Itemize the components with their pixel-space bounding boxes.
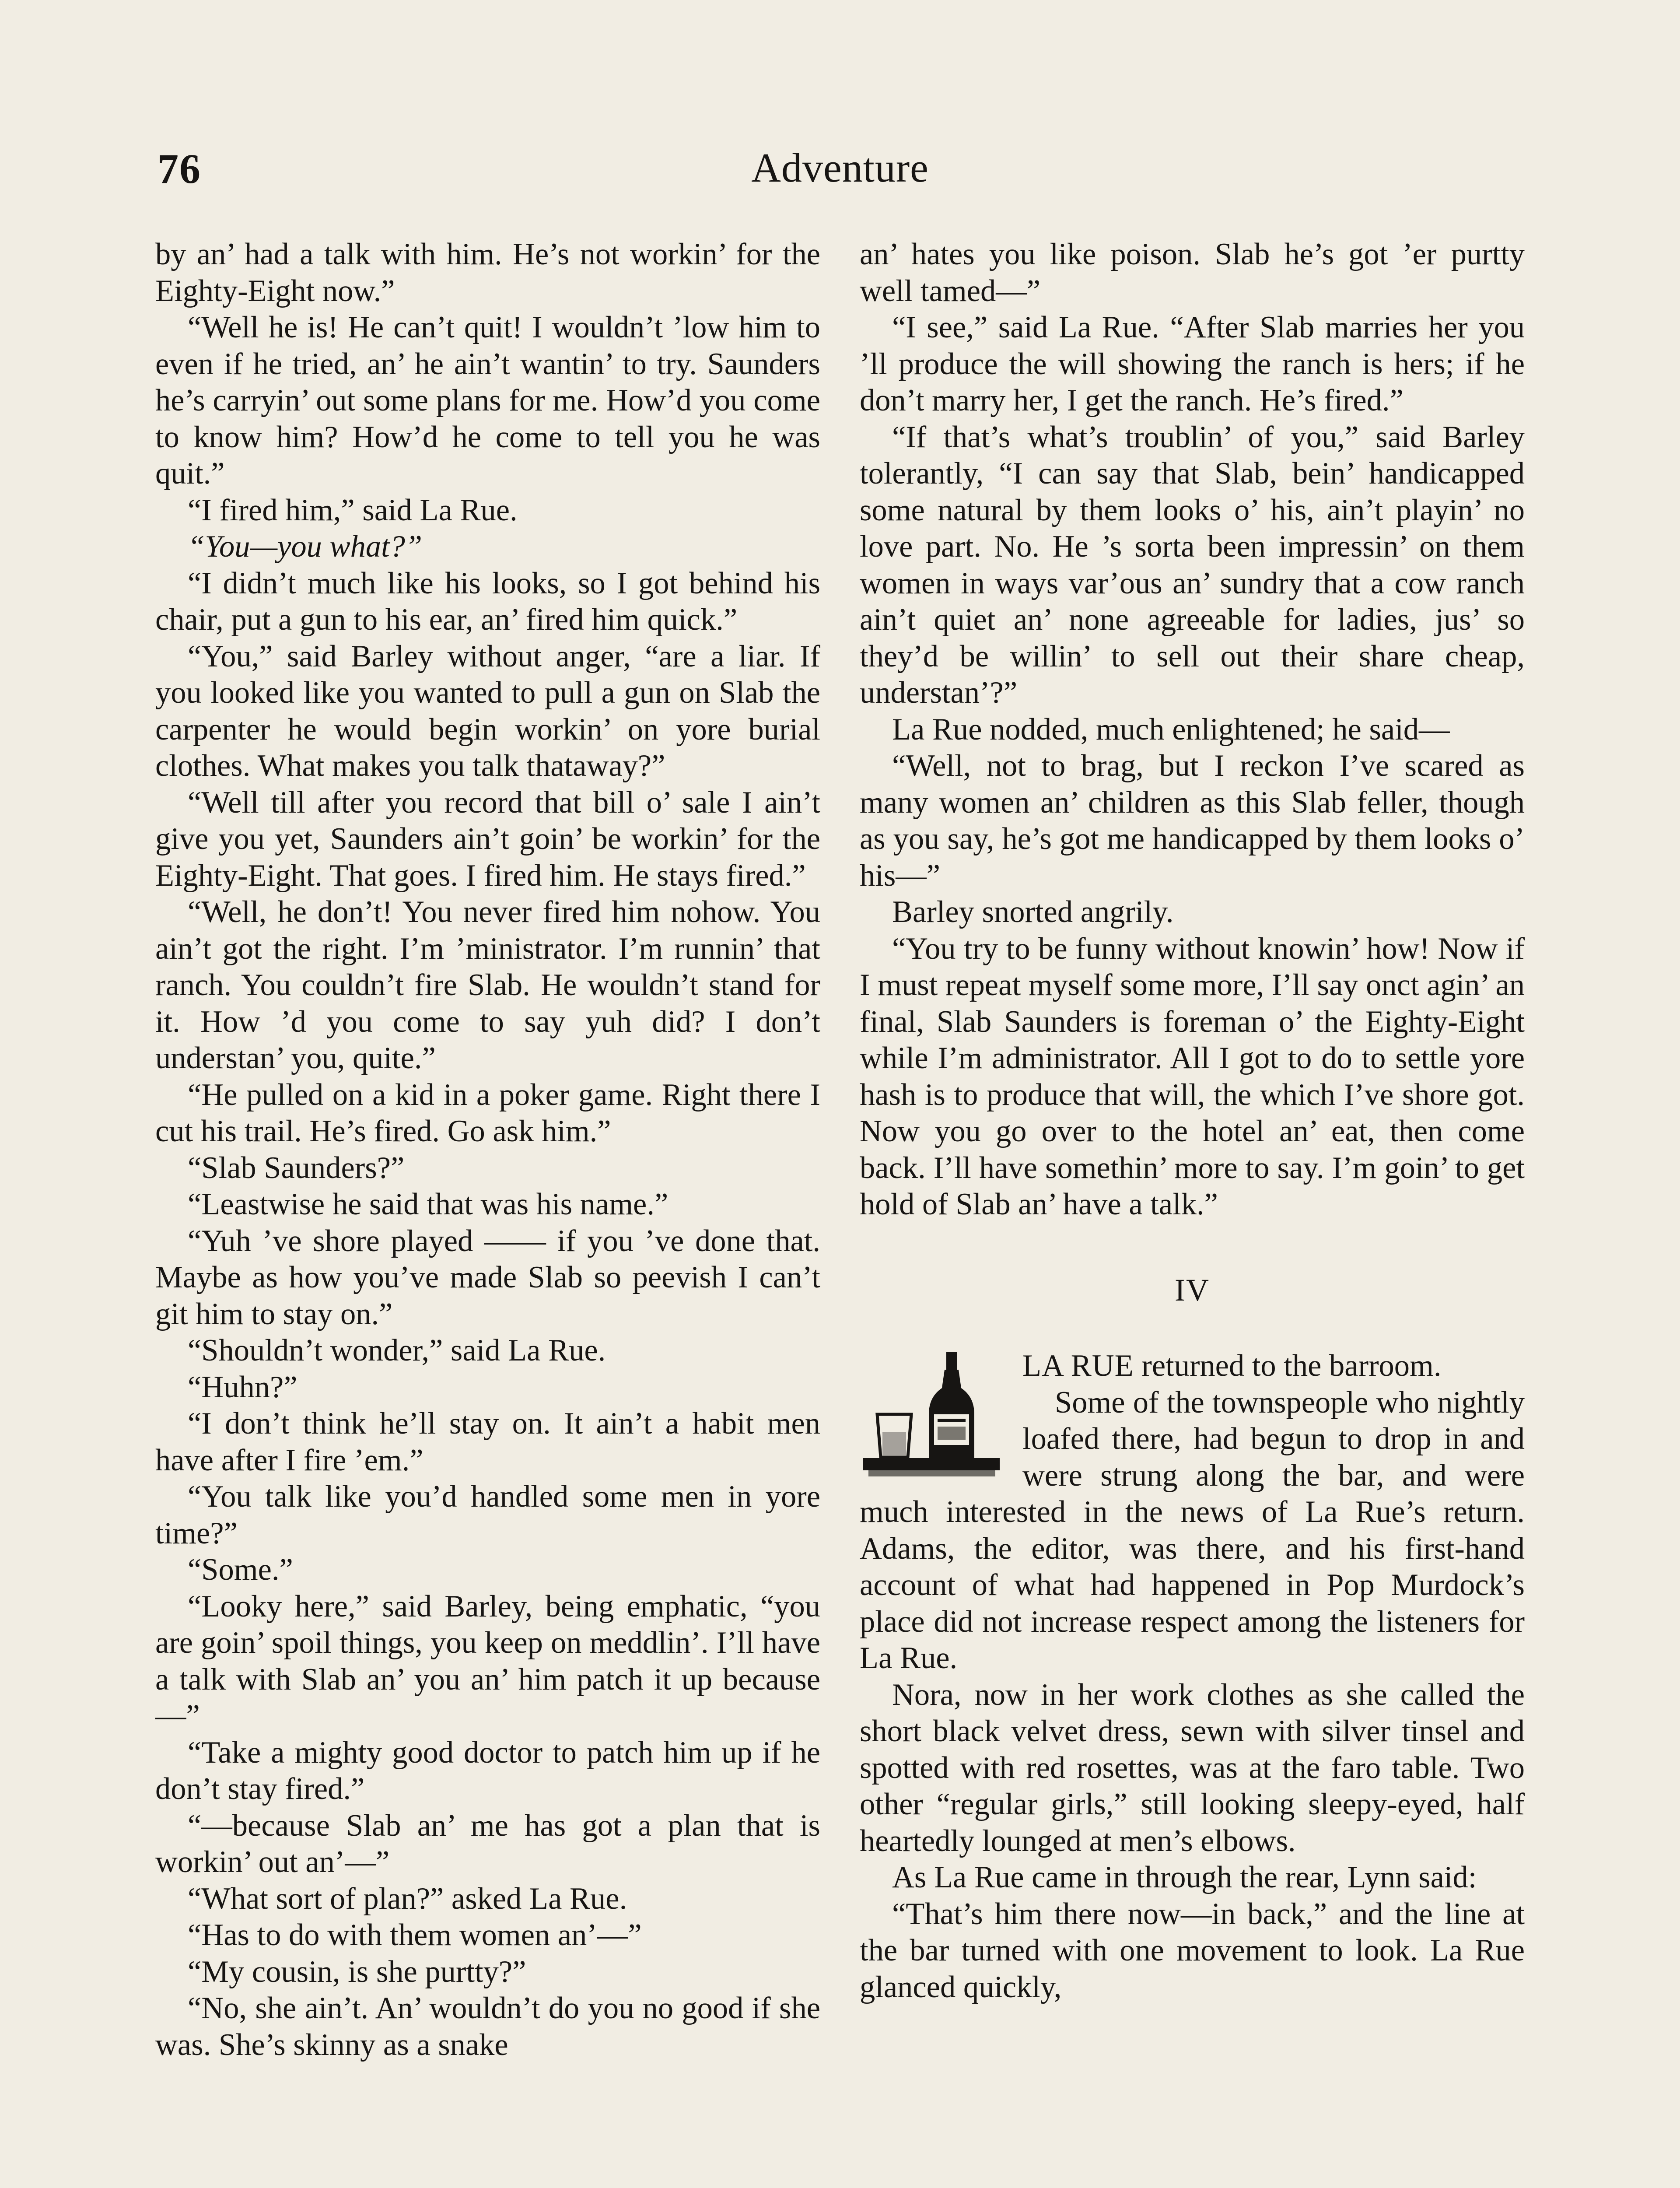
paragraph: “Take a mighty good doctor to patch him up if he don’t stay fired.” <box>155 1735 820 1806</box>
paragraph: “You,” said Barley without anger, “are a liar. If you looked like you wanted to pull a gun on Slab the carpenter he would begin workin’ on yore burial clothes. What makes you talk thataway?” <box>155 639 820 783</box>
paragraph: “Looky here,” said Barley, being emphatic, “you are goin’ spoil things, you keep on meddlin’. I’ll have a talk with Slab an’ you an’ him patch it up because—” <box>155 1589 820 1733</box>
paragraph: As La Rue came in through the rear, Lynn said: <box>892 1860 1477 1894</box>
paragraph: an’ hates you like poison. Slab he’s got ’er purtty well tamed—” <box>860 237 1525 308</box>
left-column <box>155 236 820 2063</box>
paragraph: “You talk like you’d handled some men in yore time?” <box>155 1480 820 1550</box>
paragraph: “That’s him there now—in back,” and the line at the bar turned with one movement to look. La Rue glanced quickly, <box>860 1897 1525 2004</box>
paragraph: “I didn’t much like his looks, so I got behind his chair, put a gun to his ear, an’ fired him quick.” <box>155 566 820 637</box>
section-heading: IV <box>1175 1272 1210 1308</box>
paragraph: “Has to do with them women an’—” <box>188 1918 642 1952</box>
paragraph: by an’ had a talk with him. He’s not workin’ for the Eighty-Eight now.” <box>155 237 820 308</box>
paragraph: “I see,” said La Rue. “After Slab marries her you ’ll produce the will showing the ranch is hers; if he don’t marry her, I get the ranch. He’s fired.” <box>860 310 1525 417</box>
paragraph: “Huhn?” <box>188 1370 298 1404</box>
paragraph: “Some.” <box>188 1553 293 1587</box>
paragraph: “—because Slab an’ me has got a plan that is workin’ out an’—” <box>155 1808 820 1879</box>
drop-cap-rest: returned to the barroom. <box>1134 1349 1442 1383</box>
paragraph: “Leastwise he said that was his name.” <box>188 1187 668 1221</box>
paragraph: “Well he is! He can’t quit! I wouldn’t ’low him to even if he tried, an’ he ain’t wantin’ to try. Saunders he’s carryin’ out some plans for me. How’d you come to know him? How’d he come to tell you he was quit.” <box>155 310 820 491</box>
paragraph: “If that’s what’s troublin’ of you,” said Barley tolerantly, “I can say that Slab, bein’ handicapped some natural by them looks o’ his, ain’t playin’ no love part. No. He ’s sorta been impressin’ on them women in ways var’ous an’ sundry that a cow ranch ain’t quiet an’ none agreeable for ladies, jus’ so they’d be willin’ to sell out their share cheap, understan’?” <box>860 420 1525 710</box>
paragraph: “You try to be funny without knowin’ how! Now if I must repeat myself some more, I’ll say onct agin’ an final, Slab Saunders is foreman o’ the Eighty-Eight while I’m administrator. All I got to do to settle yore hash is to produce that will, the which I’ve shore got. Now you go over to the hotel an’ eat, then come back. I’ll have somethin’ more to say. I’m goin’ to get hold of Slab an’ have a talk.” <box>860 931 1525 1221</box>
page-number: 76 <box>158 145 201 192</box>
paragraph: “My cousin, is she purtty?” <box>188 1954 526 1989</box>
right-column <box>860 236 1525 2006</box>
paragraph: Nora, now in her work clothes as she called the short black velvet dress, sewn with silver tinsel and spotted with red rosettes, was at the faro table. Two other “regular girls,” still looking sleepy-eyed, half heartedly lounged at men’s elbows. <box>860 1677 1525 1858</box>
paragraph: La Rue nodded, much enlightened; he said— <box>892 712 1450 747</box>
paragraph: “Shouldn’t wonder,” said La Rue. <box>188 1333 606 1368</box>
bottle-and-glass-illustration <box>860 1349 1004 1482</box>
paragraph: “Yuh ’ve shore played —— if you ’ve done that. Maybe as how you’ve made Slab so peevish I can’t git him to stay on.” <box>155 1224 820 1331</box>
paragraph: “Well, he don’t! You never fired him nohow. You ain’t got the right. I’m ’ministrator. I’m runnin’ that ranch. You couldn’t fire Slab. He wouldn’t stand for it. How ’d you come to say yuh did? I don’t understan’ you, quite.” <box>155 895 820 1075</box>
paragraph: “Well, not to brag, but I reckon I’ve scared as many women an’ children as this Slab feller, though as you say, he’s got me handicapped by them looks o’ his—” <box>860 749 1525 893</box>
paragraph: “I don’t think he’ll stay on. It ain’t a habit men have after I fire ’em.” <box>155 1406 820 1477</box>
paragraph: “What sort of plan?” asked La Rue. <box>188 1881 627 1916</box>
paragraph: “Well till after you record that bill o’ sale I ain’t give you yet, Saunders ain’t goin’ be workin’ for the Eighty-Eight. That goes. I fired him. He stays fired.” <box>155 785 820 893</box>
drop-cap-lead: LA RUE <box>1022 1349 1134 1383</box>
paragraph: Some of the townspeople who nightly loafed there, had begun to drop in and were strung along the bar, and were much interested in the news of La Rue’s return. Adams, the editor, was there, and his first-hand account of what had happened in Pop Murdock’s place did not increase respect among the listeners for La Rue. <box>860 1385 1525 1675</box>
paragraph: “No, she ain’t. An’ wouldn’t do you no good if she was. She’s skinny as a snake <box>155 1991 820 2062</box>
paragraph: “Slab Saunders?” <box>188 1150 405 1185</box>
running-title: Adventure <box>751 145 929 191</box>
paragraph: “He pulled on a kid in a poker game. Right there I cut his trail. He’s fired. Go ask him.” <box>155 1077 820 1148</box>
paragraph: “You—you what?” <box>188 529 423 564</box>
paragraph: Barley snorted angrily. <box>892 895 1174 929</box>
paragraph: “I fired him,” said La Rue. <box>188 493 518 527</box>
